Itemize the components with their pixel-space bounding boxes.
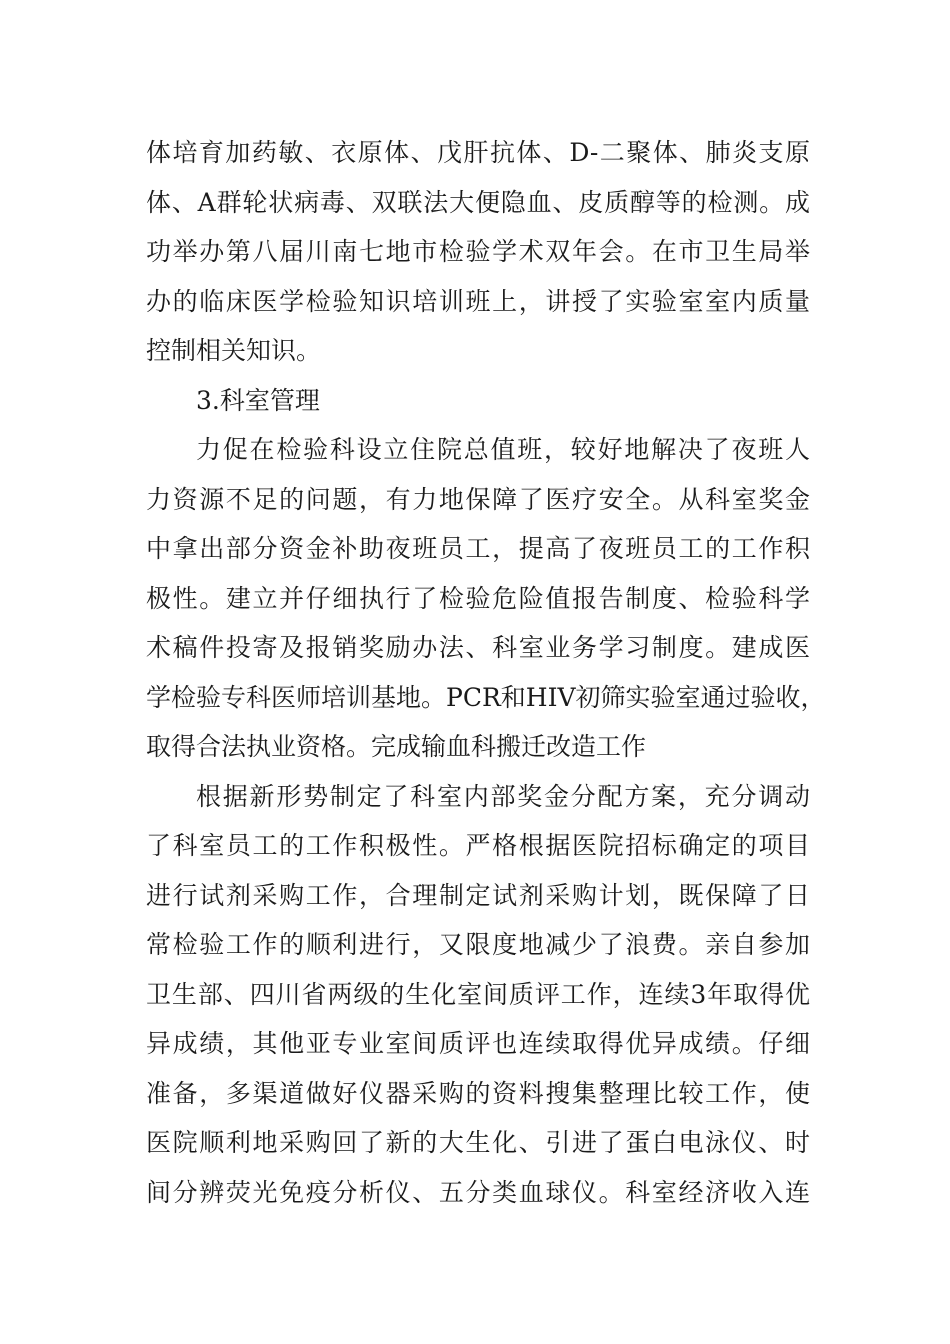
text-line: 了科室员工的工作积极性。严格根据医院招标确定的项目 [146,831,810,860]
text-line: 卫生部、四川省两级的生化室间质评工作，连续3年取得优 [146,979,810,1009]
text-line: 学检验专科医师培训基地。PCR和HIV初筛实验室通过验收， [146,682,826,712]
text-line: 中拿出部分资金补助夜班员工，提高了夜班员工的工作积 [146,534,810,563]
text-line: 间分辨荧光免疫分析仪、五分类血球仪。科室经济收入连 [146,1177,810,1207]
text-line: 准备，多渠道做好仪器采购的资料搜集整理比较工作，使 [146,1078,810,1108]
text-line: 力资源不足的问题，有力地保障了医疗安全。从科室奖金 [146,484,810,514]
text-line: 体培育加药敏、衣原体、戊肝抗体、D-二聚体、肺炎支原 [146,138,810,167]
text-line: 取得合法执业资格。完成输血科搬迁改造工作 [146,732,647,761]
text-line: 功举办第八届川南七地市检验学术双年会。在市卫生局举 [146,237,810,266]
text-line: 体、A群轮状病毒、双联法大便隐血、皮质醇等的检测。成 [146,187,810,217]
text-line: 控制相关知识。 [146,336,322,365]
text-line: 术稿件投寄及报销奖励办法、科室业务学习制度。建成医 [146,633,810,662]
text-line: 医院顺利地采购回了新的大生化、引进了蛋白电泳仪、时 [146,1128,810,1157]
text-line: 极性。建立并仔细执行了检验危险值报告制度、检验科学 [146,583,810,613]
document-body-text [146,128,826,1217]
paragraph-first-line: 根据新形势制定了科室内部奖金分配方案，充分调动 [196,781,810,811]
text-line: 进行试剂采购工作，合理制定试剂采购计划，既保障了日 [146,880,810,910]
text-line: 异成绩，其他亚专业室间质评也连续取得优异成绩。仔细 [146,1029,810,1058]
text-line: 常检验工作的顺利进行，又限度地减少了浪费。亲自参加 [146,930,810,959]
text-line: 办的临床医学检验知识培训班上，讲授了实验室室内质量 [146,286,810,316]
paragraph-first-line: 力促在检验科设立住院总值班，较好地解决了夜班人 [196,435,810,464]
paragraph-first-line: 3.科室管理 [196,385,320,415]
